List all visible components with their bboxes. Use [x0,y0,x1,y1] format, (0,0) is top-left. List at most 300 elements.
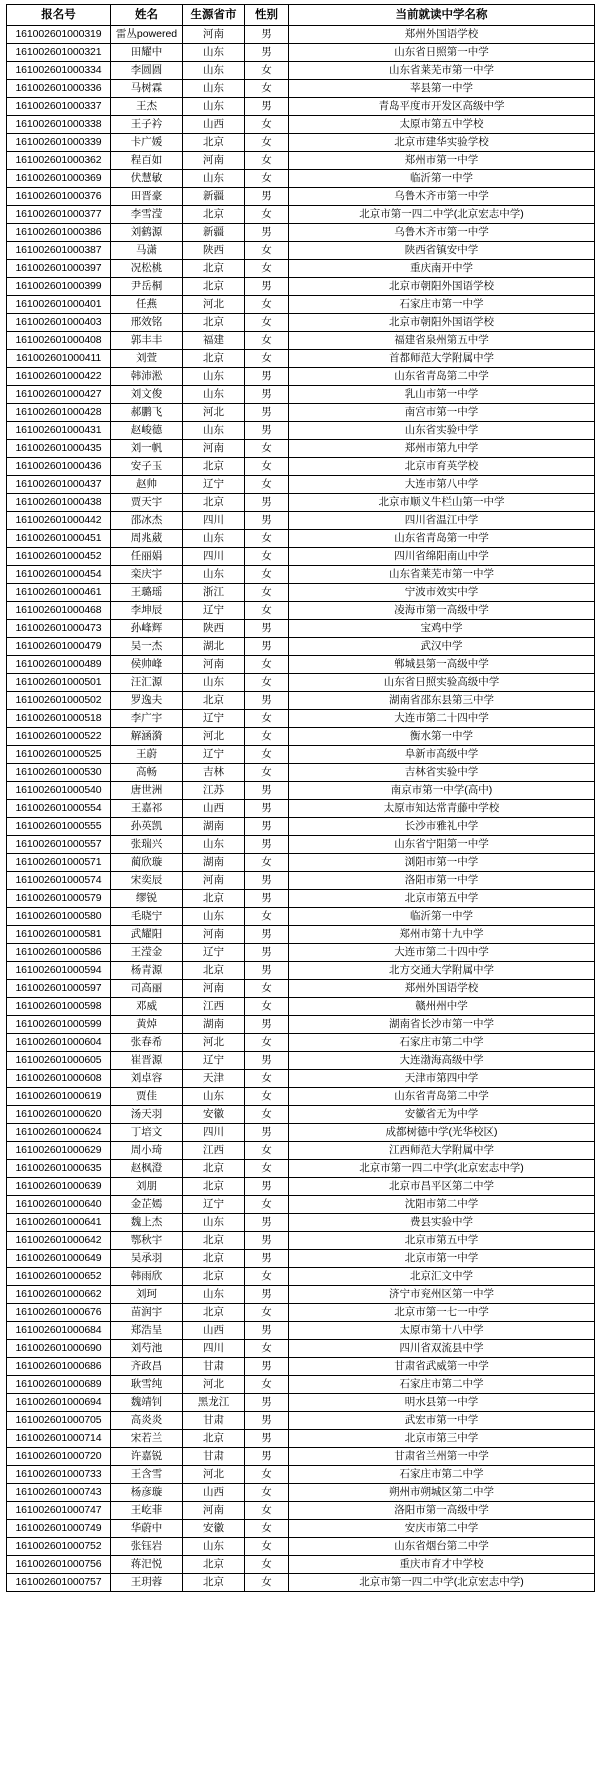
cell-name: 刘珂 [111,1286,183,1304]
cell-name: 韩雨欣 [111,1268,183,1286]
cell-province: 浙江 [183,584,245,602]
cell-name: 王子衿 [111,116,183,134]
cell-name: 刘芍池 [111,1340,183,1358]
table-row [7,1160,595,1178]
cell-gender: 男 [245,944,289,962]
table-row [7,1034,595,1052]
cell-school: 大连市第八中学 [289,476,595,494]
cell-province: 福建 [183,332,245,350]
cell-gender: 女 [245,1106,289,1124]
cell-school: 南京市第一中学(高中) [289,782,595,800]
cell-id: 161002601000640 [7,1196,111,1214]
cell-gender: 女 [245,440,289,458]
cell-province: 新疆 [183,224,245,242]
cell-school: 大连市第二十四中学 [289,944,595,962]
cell-province: 山西 [183,1484,245,1502]
cell-school: 郑州市第十九中学 [289,926,595,944]
cell-province: 北京 [183,1178,245,1196]
cell-gender: 女 [245,1574,289,1592]
cell-school: 武汉中学 [289,638,595,656]
cell-id: 161002601000473 [7,620,111,638]
cell-name: 杨青源 [111,962,183,980]
cell-gender: 女 [245,980,289,998]
cell-id: 161002601000608 [7,1070,111,1088]
cell-gender: 男 [245,1430,289,1448]
cell-gender: 男 [245,818,289,836]
table-row [7,854,595,872]
cell-province: 山东 [183,386,245,404]
cell-name: 张春希 [111,1034,183,1052]
table-row [7,926,595,944]
cell-id: 161002601000586 [7,944,111,962]
cell-school: 安庆市第二中学 [289,1520,595,1538]
cell-school: 郑州外国语学校 [289,26,595,44]
cell-school: 石家庄市第二中学 [289,1034,595,1052]
column-header-id: 报名号 [7,5,111,26]
cell-name: 唐世洲 [111,782,183,800]
cell-gender: 女 [245,584,289,602]
cell-name: 齐政昌 [111,1358,183,1376]
cell-name: 张钰岩 [111,1538,183,1556]
cell-id: 161002601000694 [7,1394,111,1412]
table-row [7,764,595,782]
table-row [7,620,595,638]
cell-school: 石家庄市第二中学 [289,1466,595,1484]
table-row [7,638,595,656]
cell-gender: 女 [245,1142,289,1160]
cell-province: 安徽 [183,1520,245,1538]
cell-province: 四川 [183,1124,245,1142]
cell-id: 161002601000442 [7,512,111,530]
cell-school: 浏阳市第一中学 [289,854,595,872]
cell-school: 北京市第一四二中学(北京宏志中学) [289,206,595,224]
cell-gender: 男 [245,44,289,62]
cell-id: 161002601000401 [7,296,111,314]
table-row [7,188,595,206]
cell-gender: 男 [245,386,289,404]
cell-school: 衡水第一中学 [289,728,595,746]
cell-province: 河北 [183,1034,245,1052]
table-row [7,80,595,98]
cell-id: 161002601000599 [7,1016,111,1034]
cell-gender: 女 [245,296,289,314]
cell-name: 侯帅峰 [111,656,183,674]
cell-name: 高炎炎 [111,1412,183,1430]
table-row [7,1574,595,1592]
cell-gender: 女 [245,746,289,764]
table-row [7,1250,595,1268]
cell-province: 山东 [183,368,245,386]
cell-name: 王璐瑶 [111,584,183,602]
table-row [7,1322,595,1340]
table-row [7,1286,595,1304]
cell-id: 161002601000339 [7,134,111,152]
cell-school: 洛阳市第一中学 [289,872,595,890]
cell-name: 刘卓容 [111,1070,183,1088]
cell-name: 邵冰杰 [111,512,183,530]
cell-province: 北京 [183,1304,245,1322]
cell-id: 161002601000629 [7,1142,111,1160]
table-row [7,1178,595,1196]
cell-id: 161002601000733 [7,1466,111,1484]
cell-id: 161002601000321 [7,44,111,62]
cell-school: 石家庄市第一中学 [289,296,595,314]
cell-name: 伏慧敏 [111,170,183,188]
cell-gender: 男 [245,1394,289,1412]
cell-province: 山东 [183,566,245,584]
cell-province: 北京 [183,350,245,368]
cell-id: 161002601000399 [7,278,111,296]
cell-gender: 女 [245,314,289,332]
cell-school: 北京市第三中学 [289,1430,595,1448]
cell-name: 许嘉锐 [111,1448,183,1466]
cell-school: 四川省温江中学 [289,512,595,530]
cell-name: 邢效铭 [111,314,183,332]
cell-gender: 男 [245,782,289,800]
cell-province: 河南 [183,656,245,674]
cell-id: 161002601000479 [7,638,111,656]
cell-name: 郑浩呈 [111,1322,183,1340]
cell-province: 北京 [183,890,245,908]
cell-id: 161002601000747 [7,1502,111,1520]
cell-gender: 男 [245,422,289,440]
cell-name: 况松桃 [111,260,183,278]
cell-school: 山东省日照第一中学 [289,44,595,62]
cell-gender: 女 [245,1466,289,1484]
cell-province: 黑龙江 [183,1394,245,1412]
cell-school: 首都师范大学附属中学 [289,350,595,368]
cell-school: 北京市第五中学 [289,1232,595,1250]
table-row [7,908,595,926]
cell-school: 吉林省实验中学 [289,764,595,782]
cell-id: 161002601000427 [7,386,111,404]
cell-id: 161002601000436 [7,458,111,476]
cell-name: 宋若兰 [111,1430,183,1448]
cell-school: 北京市第一四二中学(北京宏志中学) [289,1160,595,1178]
cell-school: 北京市昌平区第二中学 [289,1178,595,1196]
table-row [7,1430,595,1448]
cell-school: 陕西省镇安中学 [289,242,595,260]
cell-province: 河南 [183,1502,245,1520]
cell-name: 缪锐 [111,890,183,908]
cell-school: 明水县第一中学 [289,1394,595,1412]
cell-province: 山西 [183,1322,245,1340]
cell-school: 郑州外国语学校 [289,980,595,998]
cell-province: 北京 [183,1268,245,1286]
cell-gender: 男 [245,1232,289,1250]
table-row [7,458,595,476]
cell-name: 宋奕辰 [111,872,183,890]
cell-province: 山东 [183,1538,245,1556]
cell-province: 北京 [183,1250,245,1268]
table-row [7,1376,595,1394]
cell-name: 丁培文 [111,1124,183,1142]
cell-school: 北京市朝阳外国语学校 [289,314,595,332]
cell-id: 161002601000581 [7,926,111,944]
cell-province: 河北 [183,1466,245,1484]
table-row [7,1304,595,1322]
table-row [7,314,595,332]
table-row [7,1394,595,1412]
cell-id: 161002601000489 [7,656,111,674]
column-header-gender: 性别 [245,5,289,26]
cell-id: 161002601000454 [7,566,111,584]
cell-province: 北京 [183,260,245,278]
cell-name: 解涵漪 [111,728,183,746]
cell-province: 陕西 [183,620,245,638]
cell-gender: 女 [245,332,289,350]
cell-province: 北京 [183,278,245,296]
cell-id: 161002601000461 [7,584,111,602]
cell-province: 辽宁 [183,944,245,962]
cell-gender: 男 [245,404,289,422]
cell-name: 王滢金 [111,944,183,962]
cell-gender: 女 [245,548,289,566]
cell-school: 山东省莱芜市第一中学 [289,566,595,584]
table-row [7,26,595,44]
table-row [7,242,595,260]
cell-name: 尹岳桐 [111,278,183,296]
applicant-roster-table [6,4,595,1592]
cell-id: 161002601000662 [7,1286,111,1304]
cell-gender: 女 [245,260,289,278]
cell-name: 李圆圆 [111,62,183,80]
cell-school: 宁波市效实中学 [289,584,595,602]
cell-province: 北京 [183,692,245,710]
cell-name: 杨彦璇 [111,1484,183,1502]
cell-id: 161002601000689 [7,1376,111,1394]
cell-school: 凌海市第一高级中学 [289,602,595,620]
cell-province: 河南 [183,440,245,458]
cell-name: 汪汇源 [111,674,183,692]
cell-id: 161002601000386 [7,224,111,242]
table-row [7,260,595,278]
cell-province: 湖北 [183,638,245,656]
cell-gender: 女 [245,602,289,620]
cell-name: 李坤辰 [111,602,183,620]
cell-name: 吴承羽 [111,1250,183,1268]
cell-id: 161002601000580 [7,908,111,926]
cell-name: 吴一杰 [111,638,183,656]
cell-gender: 男 [245,1286,289,1304]
cell-school: 北京市第一七一中学 [289,1304,595,1322]
cell-school: 大连渤海高级中学 [289,1052,595,1070]
cell-gender: 女 [245,1556,289,1574]
cell-province: 河南 [183,926,245,944]
cell-id: 161002601000676 [7,1304,111,1322]
table-row [7,44,595,62]
table-row [7,476,595,494]
cell-province: 河北 [183,296,245,314]
cell-province: 山东 [183,836,245,854]
cell-id: 161002601000720 [7,1448,111,1466]
cell-name: 刘文俊 [111,386,183,404]
cell-province: 北京 [183,458,245,476]
cell-gender: 女 [245,854,289,872]
cell-province: 山西 [183,116,245,134]
cell-name: 王嘉祁 [111,800,183,818]
cell-school: 长沙市雅礼中学 [289,818,595,836]
cell-province: 河北 [183,728,245,746]
cell-province: 山东 [183,62,245,80]
cell-gender: 男 [245,1124,289,1142]
cell-gender: 女 [245,350,289,368]
cell-school: 太原市第十八中学 [289,1322,595,1340]
cell-name: 苗润宇 [111,1304,183,1322]
table-row [7,1466,595,1484]
table-row [7,890,595,908]
cell-school: 洛阳市第一高级中学 [289,1502,595,1520]
cell-id: 161002601000624 [7,1124,111,1142]
cell-name: 高畅 [111,764,183,782]
cell-name: 刘朋 [111,1178,183,1196]
cell-school: 山东省青岛第一中学 [289,530,595,548]
cell-id: 161002601000435 [7,440,111,458]
cell-province: 北京 [183,1160,245,1178]
cell-gender: 男 [245,1016,289,1034]
cell-name: 蒋汜悦 [111,1556,183,1574]
cell-name: 王含雪 [111,1466,183,1484]
table-row [7,566,595,584]
cell-id: 161002601000438 [7,494,111,512]
cell-id: 161002601000604 [7,1034,111,1052]
cell-id: 161002601000338 [7,116,111,134]
table-row [7,728,595,746]
table-row [7,1538,595,1556]
table-row [7,134,595,152]
table-row [7,782,595,800]
cell-gender: 男 [245,620,289,638]
cell-school: 北京市建华实验学校 [289,134,595,152]
cell-id: 161002601000757 [7,1574,111,1592]
cell-school: 武宏市第一中学 [289,1412,595,1430]
cell-id: 161002601000431 [7,422,111,440]
cell-gender: 男 [245,1322,289,1340]
cell-province: 甘肃 [183,1448,245,1466]
table-row [7,1016,595,1034]
cell-id: 161002601000522 [7,728,111,746]
table-row [7,62,595,80]
cell-school: 临沂第一中学 [289,170,595,188]
table-header-row [7,5,595,26]
cell-school: 阜新市高级中学 [289,746,595,764]
cell-gender: 男 [245,98,289,116]
cell-name: 赵峻德 [111,422,183,440]
column-header-province: 生源省市 [183,5,245,26]
cell-name: 王杰 [111,98,183,116]
cell-province: 河南 [183,152,245,170]
cell-province: 辽宁 [183,1196,245,1214]
cell-school: 太原市第五中学校 [289,116,595,134]
cell-province: 山东 [183,170,245,188]
cell-id: 161002601000574 [7,872,111,890]
cell-id: 161002601000362 [7,152,111,170]
cell-gender: 男 [245,800,289,818]
cell-id: 161002601000377 [7,206,111,224]
cell-gender: 男 [245,512,289,530]
table-row [7,296,595,314]
cell-gender: 女 [245,134,289,152]
cell-id: 161002601000408 [7,332,111,350]
cell-name: 田晋豪 [111,188,183,206]
cell-gender: 女 [245,1160,289,1178]
cell-province: 山东 [183,530,245,548]
cell-gender: 男 [245,1358,289,1376]
table-row [7,1088,595,1106]
cell-id: 161002601000437 [7,476,111,494]
cell-name: 邓威 [111,998,183,1016]
cell-gender: 男 [245,1178,289,1196]
table-row [7,1358,595,1376]
cell-gender: 男 [245,1052,289,1070]
cell-gender: 女 [245,476,289,494]
table-row [7,674,595,692]
cell-id: 161002601000557 [7,836,111,854]
cell-school: 赣州州中学 [289,998,595,1016]
cell-gender: 男 [245,278,289,296]
cell-gender: 女 [245,116,289,134]
cell-school: 福建省泉州第五中学 [289,332,595,350]
cell-gender: 女 [245,530,289,548]
table-row [7,710,595,728]
cell-school: 郑州市第九中学 [289,440,595,458]
cell-province: 山东 [183,98,245,116]
cell-gender: 男 [245,26,289,44]
table-row [7,1412,595,1430]
cell-gender: 女 [245,1376,289,1394]
cell-school: 北京市育英学校 [289,458,595,476]
cell-id: 161002601000452 [7,548,111,566]
cell-id: 161002601000597 [7,980,111,998]
cell-name: 鄂秋宇 [111,1232,183,1250]
cell-school: 成都树德中学(光华校区) [289,1124,595,1142]
table-row [7,800,595,818]
cell-name: 罗逸夫 [111,692,183,710]
cell-name: 刘一帆 [111,440,183,458]
cell-name: 周兆葳 [111,530,183,548]
cell-school: 安徽省无为中学 [289,1106,595,1124]
cell-gender: 女 [245,62,289,80]
cell-name: 魏上杰 [111,1214,183,1232]
table-row [7,350,595,368]
cell-id: 161002601000605 [7,1052,111,1070]
cell-gender: 男 [245,890,289,908]
cell-school: 北京汇文中学 [289,1268,595,1286]
table-row [7,512,595,530]
cell-school: 青岛平度市开发区高级中学 [289,98,595,116]
cell-name: 李雪滢 [111,206,183,224]
table-row [7,548,595,566]
cell-id: 161002601000571 [7,854,111,872]
cell-id: 161002601000598 [7,998,111,1016]
cell-school: 山东省日照实验高级中学 [289,674,595,692]
cell-gender: 男 [245,224,289,242]
cell-school: 重庆市育才中学校 [289,1556,595,1574]
cell-province: 北京 [183,1556,245,1574]
cell-province: 新疆 [183,188,245,206]
cell-gender: 男 [245,188,289,206]
cell-gender: 女 [245,1538,289,1556]
cell-school: 郸城县第一高级中学 [289,656,595,674]
cell-gender: 男 [245,872,289,890]
cell-gender: 女 [245,80,289,98]
cell-id: 161002601000422 [7,368,111,386]
table-row [7,998,595,1016]
table-row [7,422,595,440]
cell-id: 161002601000756 [7,1556,111,1574]
cell-gender: 女 [245,908,289,926]
cell-name: 韩沛淞 [111,368,183,386]
